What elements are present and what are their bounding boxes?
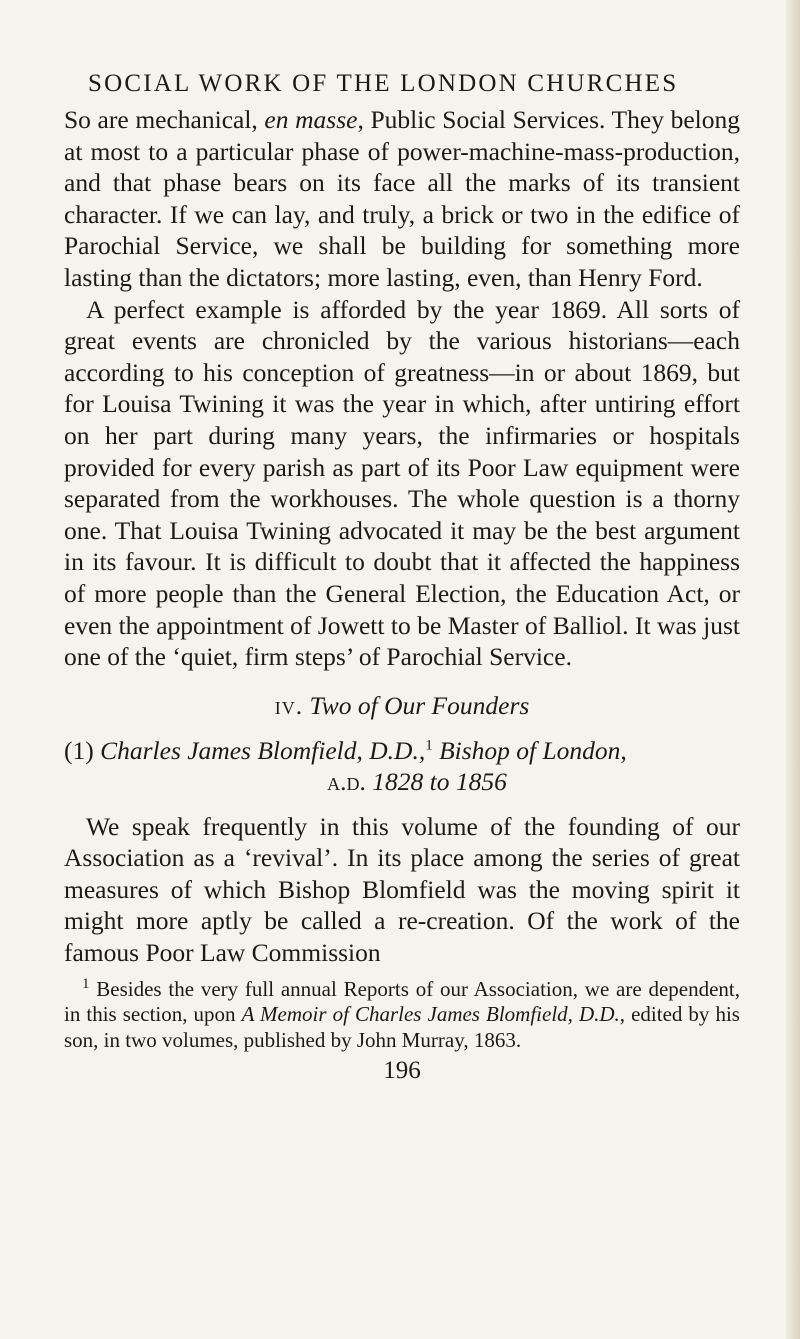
section-title: Two of Our Founders xyxy=(309,690,530,720)
subheading-label: (1) xyxy=(64,735,94,765)
subheading-ad: a.d. xyxy=(327,766,366,796)
subheading xyxy=(64,735,740,797)
subheading-dates-line xyxy=(64,766,740,797)
subheading-office: Bishop of London, xyxy=(439,735,627,765)
footnote-text-b: , edited by his son, in two volumes, published by John Murray, 1863. xyxy=(64,1002,740,1052)
paragraph-3: We speak frequently in this volume of the founding of our Association as a ‘revival’. In its place among the series of great measures of which Bishop Blomfield was the moving spirit it might more aptly be called a re-creation. Of the work of the famous Poor Law Commission xyxy=(64,811,740,968)
book-page xyxy=(64,70,740,1085)
running-head: SOCIAL WORK OF THE LONDON CHURCHES xyxy=(88,70,679,97)
footnote-book-title: A Memoir of Charles James Blomfield, D.D. xyxy=(241,1002,620,1027)
section-heading xyxy=(64,690,740,722)
paragraph-2: A perfect example is afforded by the year 1869. All sorts of great events are chronicled by the various historians—each according to his conception of greatness—in or about 1869, but for Louisa Twining it was the year in which, after untiring effort on her part during many years, the infirmaries or hospitals provided for every parish as part of its Poor Law equipment were separated from the workhouses. The whole question is a thorny one. That Louisa Twining advocated it may be the best argument in its favour. It is difficult to doubt that it affected the happiness of more people than the General Election, the Education Act, or even the appointment of Jowett to be Master of Balliol. It was just one of the ‘quiet, firm steps’ of Parochial Service. xyxy=(64,294,740,672)
subheading-dates: 1828 to 1856 xyxy=(372,766,507,796)
section-number: iv. xyxy=(274,690,304,720)
subheading-name: Charles James Blomfield, D.D., xyxy=(100,735,426,765)
page-number: 196 xyxy=(383,1057,421,1085)
paragraph-1-text-b: , Public Social Services. They belong at most to a particular phase of power-machine-mass-production, and that phase bears on its face all the marks of its transient character. If we can lay, and truly, a brick or two in the edifice of Parochial Service, we shall be building for something more lasting than the dictators; more lasting, even, than Henry Ford. xyxy=(64,105,740,292)
page-edge-shadow xyxy=(786,0,800,1339)
paragraph-1-italic: en masse xyxy=(264,105,358,134)
footnote-text-a: Besides the very full annual Reports of our Association, we are dependent, in this section, upon xyxy=(64,976,740,1027)
paragraph-1-text-a: So are mechanical, xyxy=(64,105,265,134)
footnote xyxy=(64,977,740,1054)
paragraph-1 xyxy=(64,104,740,294)
footnote-marker: 1 xyxy=(82,975,90,992)
footnote-reference[interactable]: 1 xyxy=(425,737,433,754)
